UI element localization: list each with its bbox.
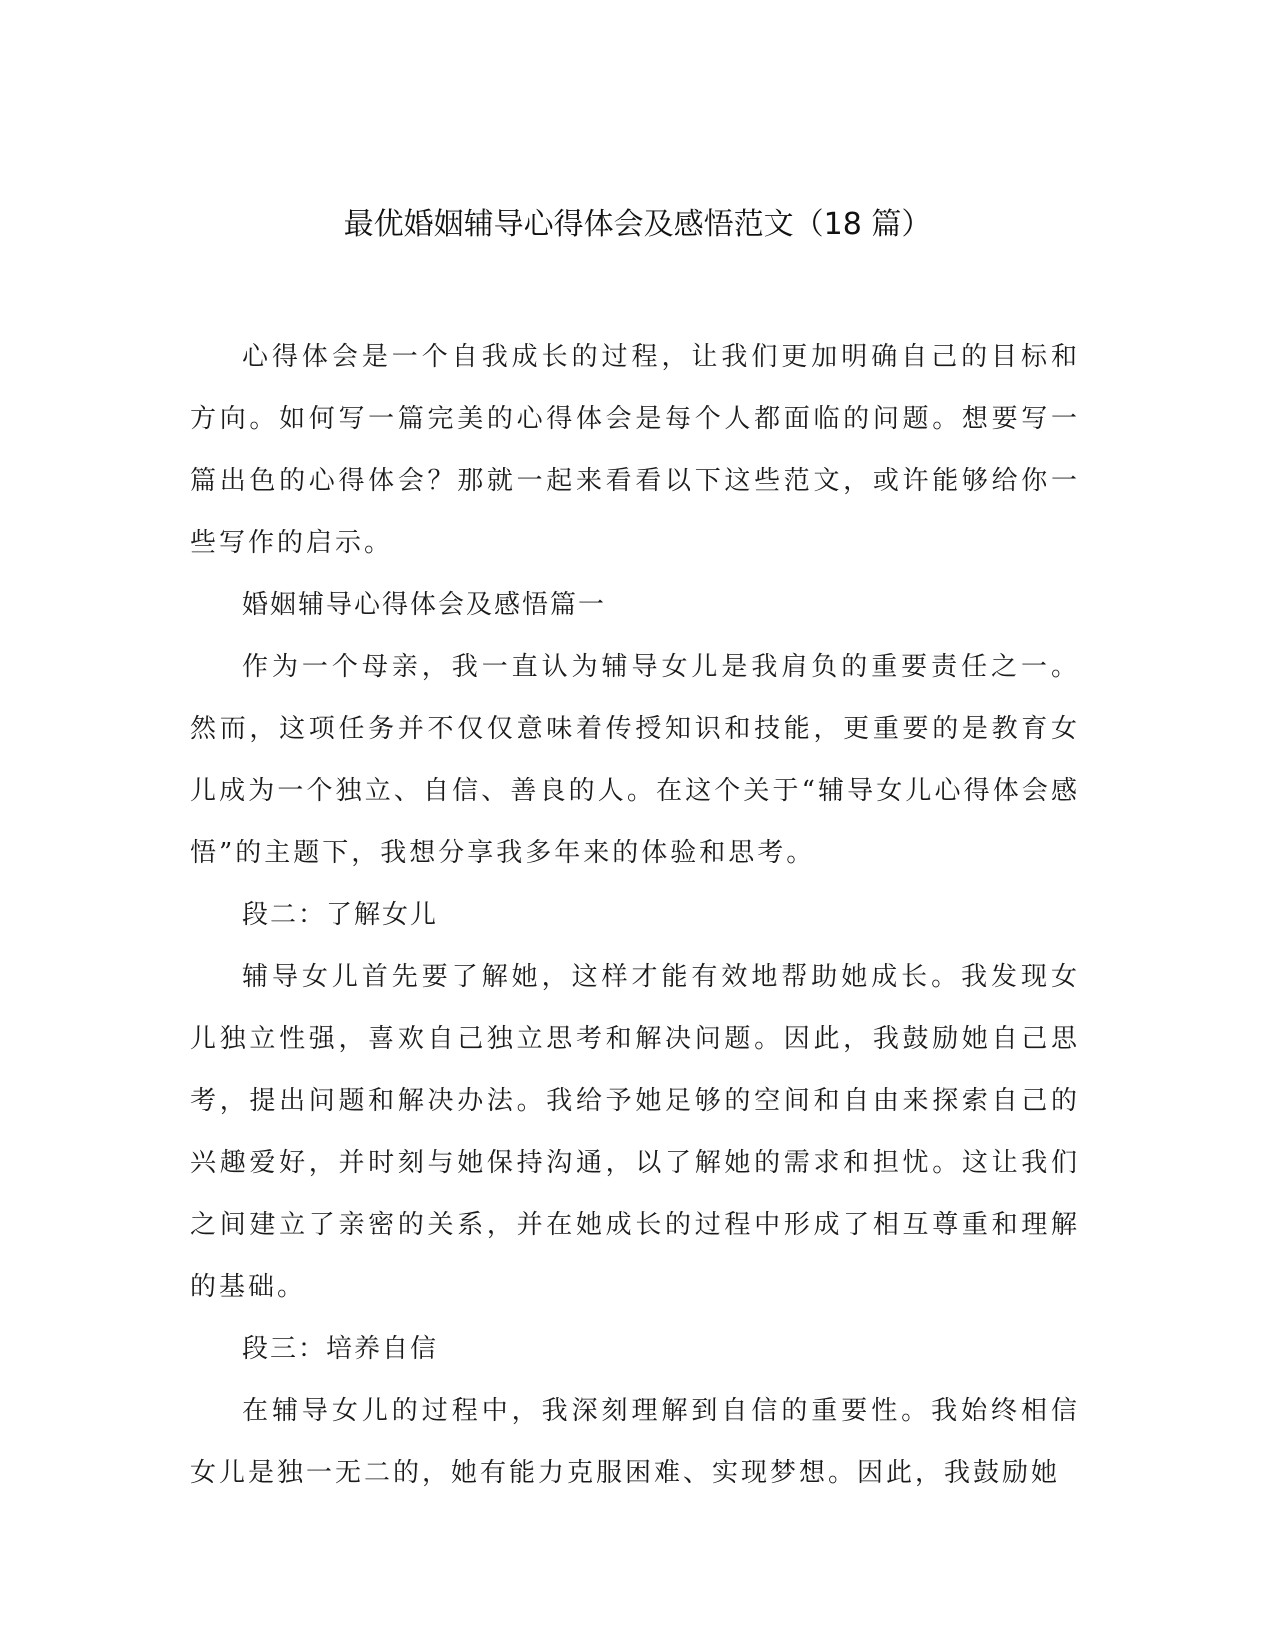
intro-paragraph: 心得体会是一个自我成长的过程，让我们更加明确自己的目标和方向。如何写一篇完美的心得体会是每个人都面临的问题。想要写一篇出色的心得体会？那就一起来看看以下这些范文，或许能够给你一些写作的启示。 bbox=[190, 342, 1080, 558]
part-two-paragraph: 辅导女儿首先要了解她，这样才能有效地帮助她成长。我发现女儿独立性强，喜欢自己独立思考和解决问题。因此，我鼓励她自己思考，提出问题和解决办法。我给予她足够的空间和自由来探索自己的兴趣爱好，并时刻与她保持沟通，以了解她的需求和担忧。这让我们之间建立了亲密的关系，并在她成长的过程中形成了相互尊重和理解的基础。 bbox=[190, 962, 1080, 1302]
section-one-heading: 婚姻辅导心得体会及感悟篇一 bbox=[242, 590, 607, 620]
part-three-heading: 段三：培养自信 bbox=[242, 1334, 439, 1364]
document-title: 最优婚姻辅导心得体会及感悟范文（18 篇） bbox=[343, 207, 932, 242]
part-three-paragraph: 在辅导女儿的过程中，我深刻理解到自信的重要性。我始终相信女儿是独一无二的，她有能力克服困难、实现梦想。因此，我鼓励她 bbox=[190, 1396, 1080, 1488]
section-one-paragraph: 作为一个母亲，我一直认为辅导女儿是我肩负的重要责任之一。然而，这项任务并不仅仅意味着传授知识和技能，更重要的是教育女儿成为一个独立、自信、善良的人。在这个关于“辅导女儿心得体会感悟”的主题下，我想分享我多年来的体验和思考。 bbox=[190, 652, 1080, 868]
document-body bbox=[190, 326, 1080, 1504]
part-two-heading: 段二：了解女儿 bbox=[242, 900, 439, 930]
